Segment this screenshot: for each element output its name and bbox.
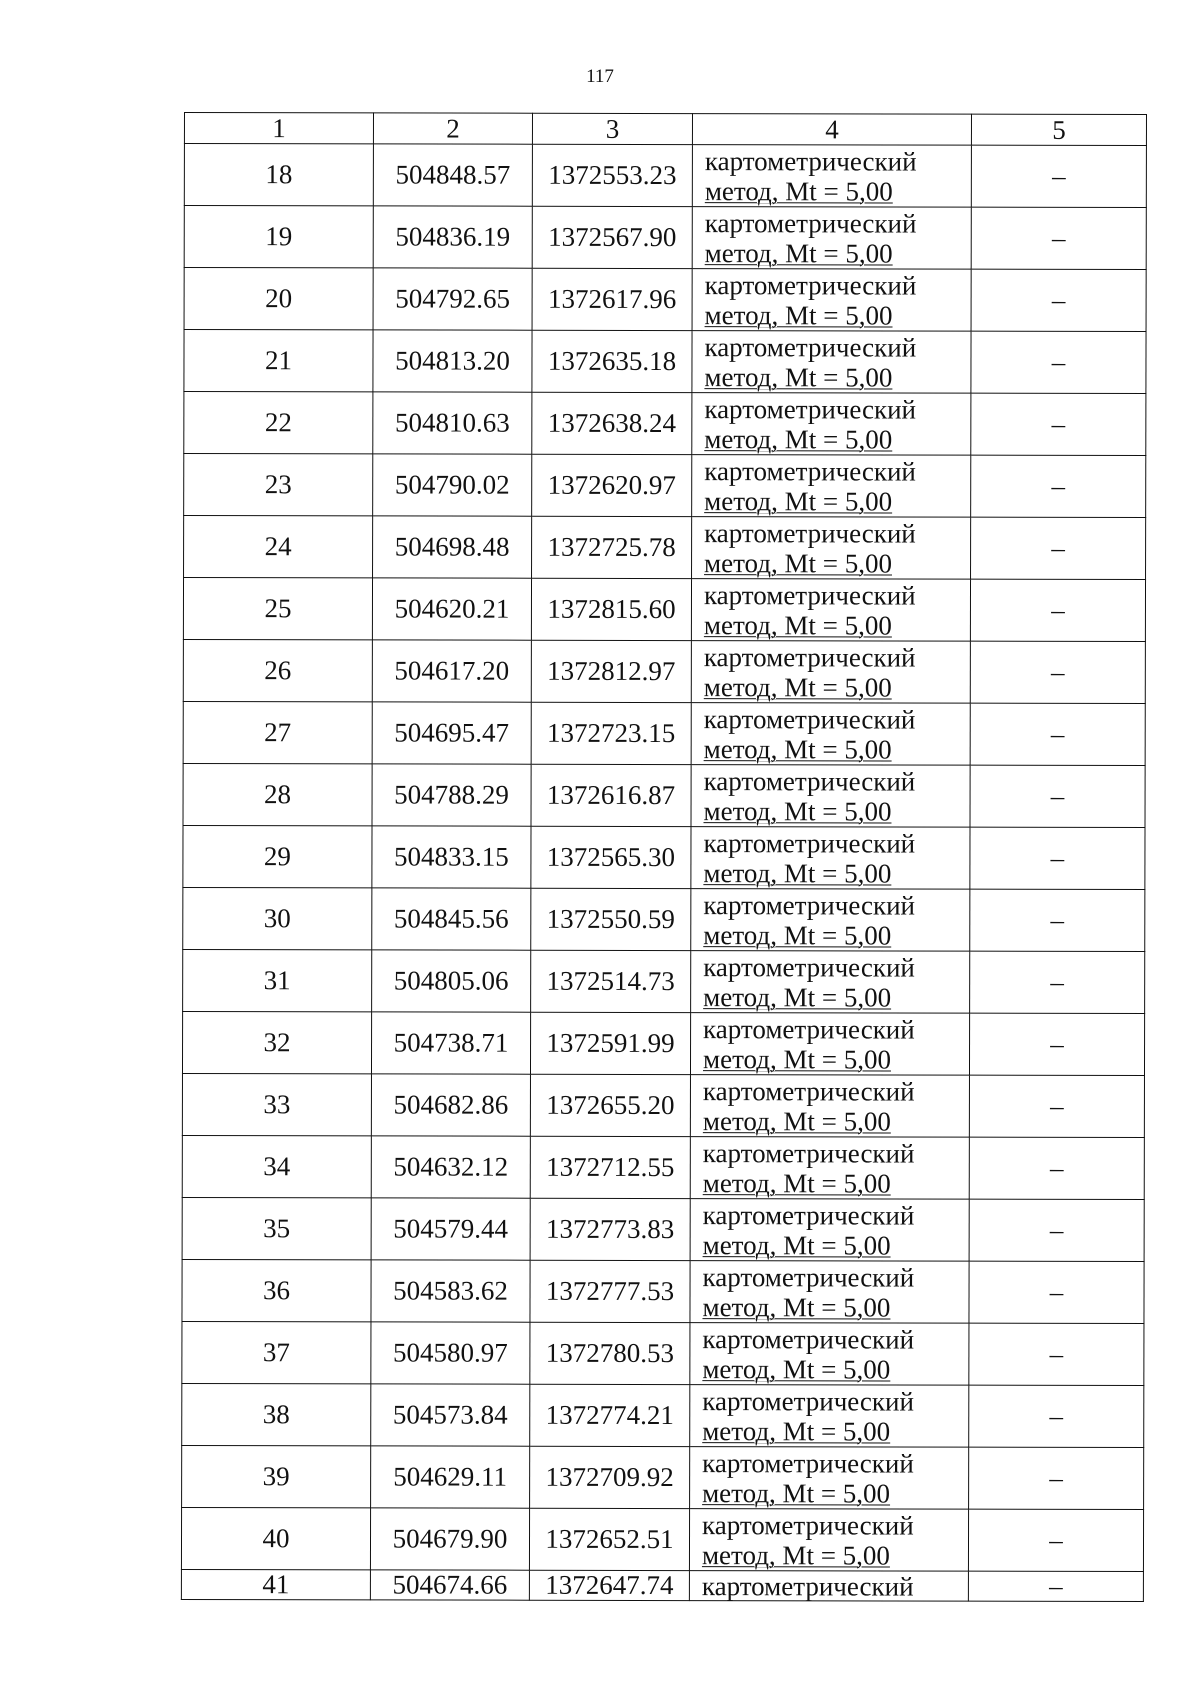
y-coordinate-cell: 1372550.59 [531, 888, 691, 950]
column-5-cell: – [969, 1447, 1144, 1509]
column-5-cell: – [969, 1137, 1144, 1199]
y-coordinate-cell: 1372553.23 [532, 144, 692, 206]
table-row [182, 1197, 1144, 1261]
y-coordinate-cell: 1372617.96 [532, 268, 692, 330]
point-number-cell: 40 [181, 1507, 370, 1569]
column-5-cell: – [970, 951, 1145, 1013]
method-line-2: метод, Mt = 5,00 [702, 1415, 891, 1446]
method-line-1: картометрический [704, 393, 917, 425]
column-5-cell: – [968, 1509, 1143, 1571]
method-line-1: картометрический [703, 765, 916, 797]
point-number-cell: 20 [184, 268, 373, 330]
table-row [183, 639, 1145, 703]
table-row [182, 1383, 1144, 1447]
column-5-cell: – [970, 765, 1145, 827]
method-line-2: метод, Mt = 5,00 [702, 1353, 891, 1384]
method-cell [689, 1571, 968, 1602]
table-row [183, 578, 1145, 642]
point-number-cell: 23 [184, 454, 373, 516]
method-line-2: метод, Mt = 5,00 [703, 919, 892, 950]
method-line-2: метод, Mt = 5,00 [703, 857, 892, 888]
method-line-1: картометрический [703, 889, 916, 921]
method-cell [692, 517, 971, 580]
method-line-2: метод, Mt = 5,00 [702, 1477, 891, 1508]
point-number-cell: 34 [182, 1135, 371, 1197]
header-col-1: 1 [184, 113, 373, 144]
column-5-cell: – [970, 641, 1145, 703]
point-number-cell: 36 [182, 1259, 371, 1321]
x-coordinate-cell: 504833.15 [372, 826, 531, 888]
header-col-2: 2 [373, 113, 532, 144]
method-line-1: картометрический [704, 455, 916, 487]
y-coordinate-cell: 1372638.24 [532, 392, 692, 454]
point-number-cell: 35 [182, 1197, 371, 1259]
method-cell [691, 827, 970, 890]
x-coordinate-cell: 504738.71 [371, 1012, 530, 1074]
method-line-1: картометрический [703, 579, 916, 611]
method-line-1: картометрический [702, 1075, 915, 1107]
x-coordinate-cell: 504674.66 [370, 1570, 529, 1600]
point-number-cell: 39 [182, 1445, 371, 1507]
method-cell [690, 1261, 969, 1324]
point-number-cell: 29 [183, 825, 372, 887]
point-number-cell: 21 [184, 330, 373, 392]
method-line-2: метод, Mt = 5,00 [702, 1291, 891, 1322]
table-row [183, 887, 1145, 951]
table-row [184, 268, 1146, 332]
column-5-cell: – [968, 1571, 1143, 1601]
y-coordinate-cell: 1372812.97 [531, 640, 691, 702]
method-line-1: картометрический [704, 269, 917, 301]
method-line-2: метод, Mt = 5,00 [702, 1167, 891, 1198]
method-line-2: метод, Mt = 5,00 [704, 237, 893, 268]
method-cell [690, 1075, 969, 1138]
method-line-1: картометрический [702, 1323, 915, 1355]
y-coordinate-cell: 1372725.78 [532, 516, 692, 578]
method-line-1: картометрический [702, 1137, 915, 1169]
table-body [181, 144, 1146, 1602]
x-coordinate-cell: 504810.63 [373, 392, 532, 454]
x-coordinate-cell: 504698.48 [373, 516, 532, 578]
method-cell [691, 579, 970, 642]
table-header-row [184, 113, 1146, 146]
y-coordinate-cell: 1372780.53 [530, 1322, 690, 1384]
column-5-cell: – [970, 579, 1145, 641]
method-cell [692, 331, 971, 394]
method-line-2: метод, Mt = 5,00 [702, 1043, 892, 1074]
point-number-cell: 22 [184, 392, 373, 454]
x-coordinate-cell: 504632.12 [371, 1136, 530, 1198]
y-coordinate-cell: 1372774.21 [530, 1384, 690, 1446]
method-cell [690, 1385, 969, 1448]
method-cell [691, 703, 970, 766]
method-line-1: картометрический [702, 1447, 914, 1479]
table-row [183, 763, 1145, 827]
method-line-2: метод, Mt = 5,00 [701, 1539, 890, 1570]
method-line-1: картометрический [704, 145, 917, 177]
method-line-1: картометрический [704, 207, 917, 239]
method-cell [690, 1199, 969, 1262]
y-coordinate-cell: 1372514.73 [531, 950, 691, 1012]
header-col-4: 4 [692, 114, 971, 146]
table-row [182, 1445, 1144, 1509]
method-cell [690, 1323, 969, 1386]
method-cell [690, 1447, 969, 1510]
column-5-cell: – [971, 145, 1146, 207]
point-number-cell: 24 [184, 516, 373, 578]
table-row [183, 949, 1145, 1013]
column-5-cell: – [971, 517, 1146, 579]
method-line-1: картометрический [701, 1570, 914, 1602]
x-coordinate-cell: 504679.90 [370, 1508, 529, 1570]
x-coordinate-cell: 504695.47 [372, 702, 531, 764]
table-row [184, 392, 1146, 456]
method-line-2: метод, Mt = 5,00 [702, 1105, 891, 1136]
column-5-cell: – [971, 455, 1146, 517]
y-coordinate-cell: 1372709.92 [530, 1446, 690, 1508]
method-line-2: метод, Mt = 5,00 [702, 1229, 891, 1260]
table-row [182, 1259, 1144, 1323]
table-row [182, 1011, 1144, 1075]
method-cell [689, 1509, 968, 1572]
method-cell [692, 393, 971, 456]
point-number-cell: 37 [182, 1321, 371, 1383]
table-row [181, 1569, 1143, 1601]
method-cell [691, 889, 970, 952]
method-line-2: метод, Mt = 5,00 [703, 795, 892, 826]
method-line-2: метод, Mt = 5,00 [704, 423, 893, 454]
point-number-cell: 33 [182, 1073, 371, 1135]
method-line-2: метод, Mt = 5,00 [704, 299, 893, 330]
column-5-cell: – [969, 1199, 1144, 1261]
x-coordinate-cell: 504788.29 [372, 764, 531, 826]
point-number-cell: 28 [183, 763, 372, 825]
method-cell [690, 1137, 969, 1200]
method-cell [691, 641, 970, 704]
x-coordinate-cell: 504836.19 [373, 206, 532, 268]
y-coordinate-cell: 1372565.30 [531, 826, 691, 888]
method-line-1: картометрический [704, 331, 917, 363]
method-line-2: метод, Mt = 5,00 [703, 733, 892, 764]
column-5-cell: – [969, 1013, 1144, 1075]
y-coordinate-cell: 1372591.99 [530, 1012, 690, 1074]
method-line-1: картометрический [703, 641, 916, 673]
x-coordinate-cell: 504620.21 [372, 578, 531, 640]
method-cell [692, 145, 971, 208]
table-row [182, 1073, 1144, 1137]
method-cell [692, 207, 971, 270]
method-line-1: картометрический [702, 1385, 914, 1417]
x-coordinate-cell: 504583.62 [371, 1260, 530, 1322]
x-coordinate-cell: 504845.56 [372, 888, 531, 950]
y-coordinate-cell: 1372647.74 [529, 1570, 689, 1600]
point-number-cell: 27 [183, 701, 372, 763]
method-cell [692, 455, 971, 518]
method-line-1: картометрический [702, 1261, 915, 1293]
method-line-1: картометрический [703, 827, 916, 859]
method-line-2: метод, Mt = 5,00 [704, 485, 893, 516]
point-number-cell: 32 [182, 1011, 371, 1073]
method-cell [691, 951, 970, 1014]
table-row [184, 330, 1146, 394]
y-coordinate-cell: 1372723.15 [531, 702, 691, 764]
column-5-cell: – [969, 1075, 1144, 1137]
table-row [182, 1321, 1144, 1385]
x-coordinate-cell: 504617.20 [372, 640, 531, 702]
column-5-cell: – [971, 331, 1146, 393]
method-line-2: метод, Mt = 5,00 [703, 671, 892, 702]
y-coordinate-cell: 1372567.90 [532, 206, 692, 268]
table-row [184, 516, 1146, 580]
column-5-cell: – [969, 1385, 1144, 1447]
table-row [184, 454, 1146, 518]
y-coordinate-cell: 1372773.83 [530, 1198, 690, 1260]
point-number-cell: 18 [184, 144, 373, 206]
header-col-5: 5 [971, 114, 1146, 145]
method-line-1: картометрический [704, 517, 916, 549]
point-number-cell: 25 [183, 578, 372, 640]
page-number: 117 [586, 66, 614, 87]
point-number-cell: 30 [183, 887, 372, 949]
x-coordinate-cell: 504790.02 [373, 454, 532, 516]
y-coordinate-cell: 1372655.20 [530, 1074, 690, 1136]
point-number-cell: 31 [183, 949, 372, 1011]
method-cell [690, 1013, 969, 1076]
point-number-cell: 19 [184, 206, 373, 268]
column-5-cell: – [969, 1323, 1144, 1385]
method-line-2: метод, Mt = 5,00 [704, 547, 893, 578]
table-row [183, 825, 1145, 889]
x-coordinate-cell: 504682.86 [371, 1074, 530, 1136]
y-coordinate-cell: 1372652.51 [529, 1508, 689, 1570]
y-coordinate-cell: 1372712.55 [530, 1136, 690, 1198]
table-row [181, 1507, 1143, 1571]
table-row [183, 701, 1145, 765]
x-coordinate-cell: 504579.44 [371, 1198, 530, 1260]
x-coordinate-cell: 504573.84 [371, 1384, 530, 1446]
y-coordinate-cell: 1372620.97 [532, 454, 692, 516]
x-coordinate-cell: 504580.97 [371, 1322, 530, 1384]
method-cell [691, 765, 970, 828]
x-coordinate-cell: 504848.57 [373, 144, 532, 206]
point-number-cell: 26 [183, 639, 372, 701]
method-cell [692, 269, 971, 332]
column-5-cell: – [970, 889, 1145, 951]
method-line-1: картометрический [703, 1013, 915, 1045]
column-5-cell: – [971, 393, 1146, 455]
y-coordinate-cell: 1372777.53 [530, 1260, 690, 1322]
coordinates-table [181, 112, 1147, 1602]
x-coordinate-cell: 504792.65 [373, 268, 532, 330]
method-line-2: метод, Mt = 5,00 [703, 981, 892, 1012]
column-5-cell: – [971, 207, 1146, 269]
method-line-2: метод, Mt = 5,00 [704, 361, 893, 392]
x-coordinate-cell: 504813.20 [373, 330, 532, 392]
method-line-1: картометрический [703, 703, 916, 735]
table-row [184, 144, 1146, 208]
column-5-cell: – [970, 703, 1145, 765]
x-coordinate-cell: 504629.11 [371, 1446, 530, 1508]
point-number-cell: 38 [182, 1383, 371, 1445]
column-5-cell: – [971, 269, 1146, 331]
method-line-2: метод, Mt = 5,00 [704, 175, 893, 206]
method-line-1: картометрический [702, 1199, 915, 1231]
y-coordinate-cell: 1372635.18 [532, 330, 692, 392]
point-number-cell: 41 [181, 1569, 370, 1599]
y-coordinate-cell: 1372815.60 [531, 578, 691, 640]
x-coordinate-cell: 504805.06 [372, 950, 531, 1012]
table-row [184, 206, 1146, 270]
method-line-2: метод, Mt = 5,00 [703, 609, 892, 640]
y-coordinate-cell: 1372616.87 [531, 764, 691, 826]
method-line-1: картометрический [703, 951, 915, 983]
header-col-3: 3 [532, 113, 692, 144]
column-5-cell: – [970, 827, 1145, 889]
method-line-1: картометрический [702, 1509, 914, 1541]
column-5-cell: – [969, 1261, 1144, 1323]
table-row [182, 1135, 1144, 1199]
